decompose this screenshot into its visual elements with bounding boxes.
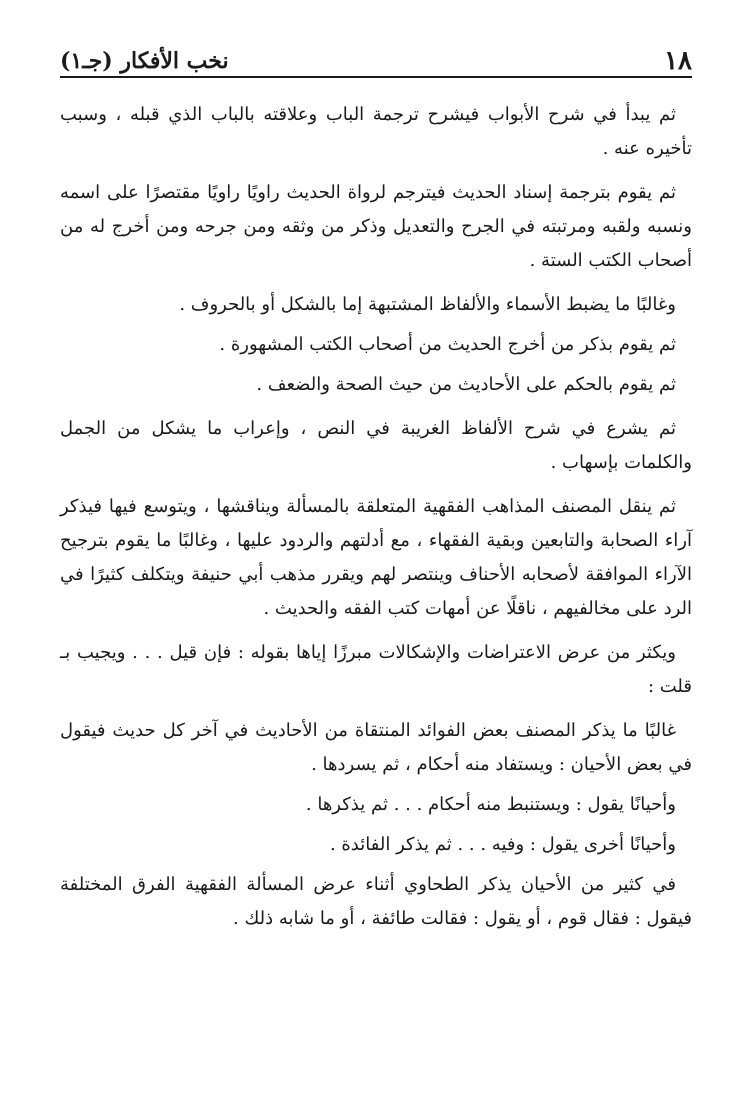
paragraph-hadith-grading: ثم يقوم بالحكم على الأحاديث من حيث الصحة والضعف .	[256, 374, 676, 395]
paragraph-differing-groups: في كثير من الأحيان يذكر الطحاوي أثناء عرض المسألة الفقهية الفرق المختلفة فيقول : فقال قوم ، أو يقول : فقالت طائفة ، أو ما شابه ذلك .	[60, 874, 692, 929]
paragraph-vocabulary-grammar: ثم يشرع في شرح الألفاظ الغريبة في النص ، وإعراب ما يشكل من الجمل والكلمات بإسهاب .	[60, 418, 692, 473]
body-text	[60, 98, 692, 936]
paragraph-isnad-translation: ثم يقوم بترجمة إسناد الحديث فيترجم لرواة الحديث راويًا راويًا مقتصرًا على اسمه ونسبه ولقبه ومرتبته في الجرح والتعديل وذكر من وثقه ومن جرحه ومن أخرج له من أصحاب الكتب الستة .	[60, 182, 692, 271]
paragraph-objections: ويكثر من عرض الاعتراضات والإشكالات مبرزًا إياها بقوله : فإن قيل . . . ويجيب بـ قلت :	[60, 642, 692, 697]
page-number: ١٨	[664, 46, 692, 76]
paragraph-other-benefit: وأحيانًا أخرى يقول : وفيه . . . ثم يذكر الفائدة .	[329, 834, 676, 855]
running-title: نخب الأفكار (جـ١)	[60, 48, 229, 74]
paragraph-takhrij: ثم يقوم بذكر من أخرج الحديث من أصحاب الكتب المشهورة .	[219, 334, 676, 355]
paragraph-chapter-explanation: ثم يبدأ في شرح الأبواب فيشرح ترجمة الباب وعلاقته بالباب الذي قبله ، وسبب تأخيره عنه .	[60, 104, 692, 159]
paragraph-name-vocalization: وغالبًا ما يضبط الأسماء والألفاظ المشتبهة إما بالشكل أو بالحروف .	[179, 294, 676, 315]
paragraph-benefits: غالبًا ما يذكر المصنف بعض الفوائد المنتقاة من الأحاديث في آخر كل حديث فيقول في بعض الأحيان : ويستفاد منه أحكام ، ثم يسردها .	[60, 720, 692, 775]
page-header	[60, 40, 692, 78]
book-page	[60, 40, 692, 942]
paragraph-derived-rulings: وأحيانًا يقول : ويستنبط منه أحكام . . . ثم يذكرها .	[305, 794, 676, 815]
paragraph-fiqh-schools: ثم ينقل المصنف المذاهب الفقهية المتعلقة بالمسألة ويناقشها ، ويتوسع فيها فيذكر آراء الصحابة والتابعين وبقية الفقهاء ، مع أدلتهم والردود عليها ، وغالبًا ما يقوم بترجيح الآراء الموافقة لأصحابه الأحناف وينتصر لهم ويقرر مذهب أبي حنيفة ويتكلف كثيرًا في الرد على مخالفيهم ، ناقلًا عن أمهات كتب الفقه والحديث .	[60, 496, 692, 619]
